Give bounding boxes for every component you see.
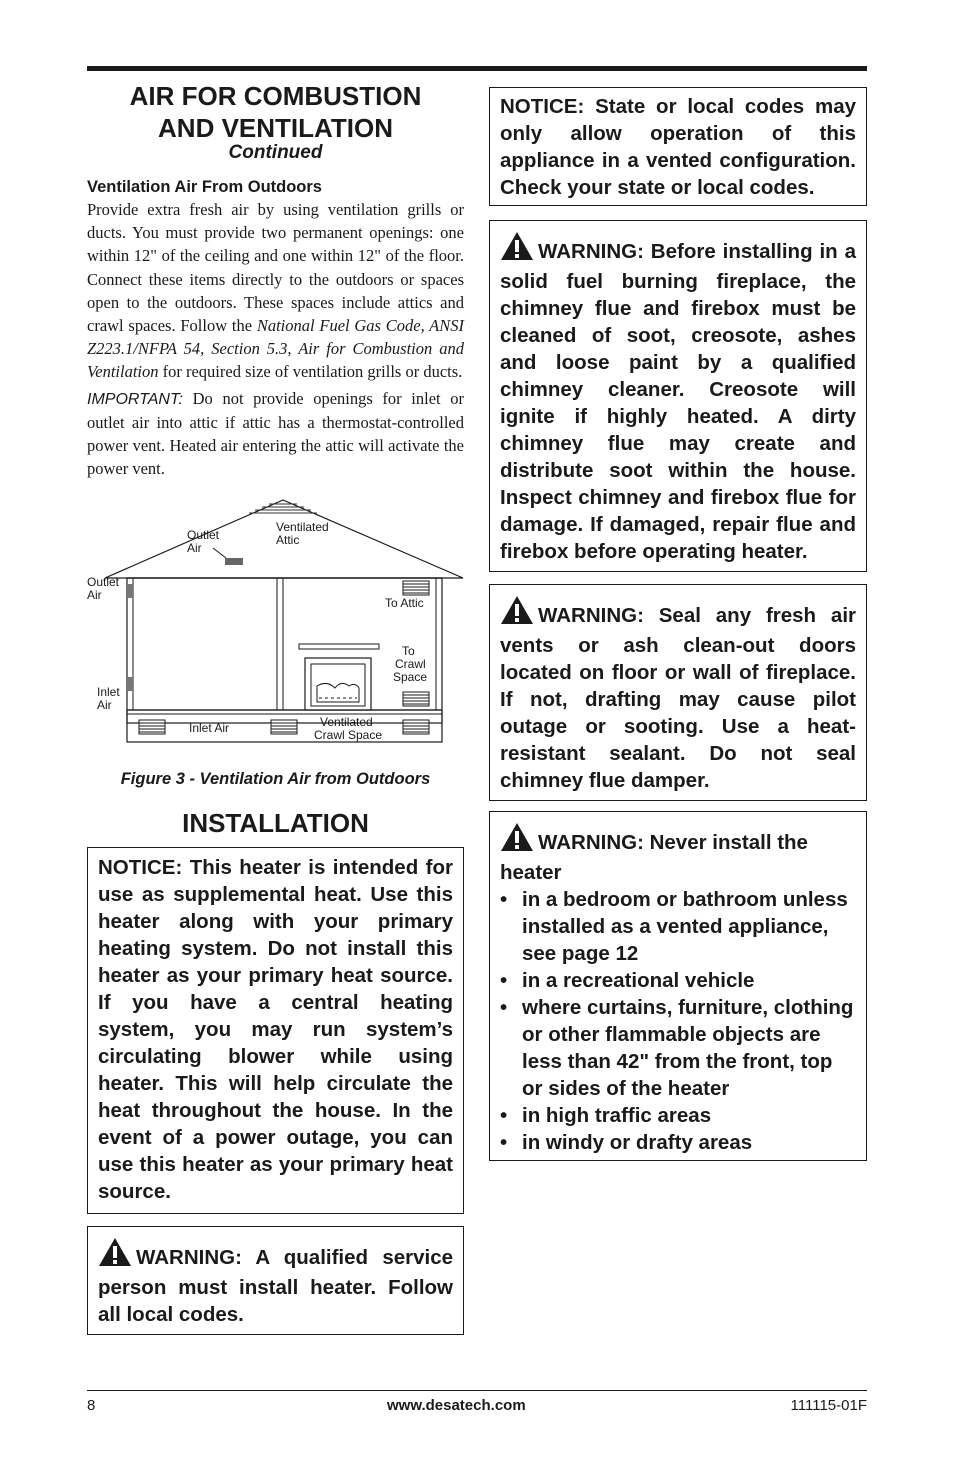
important-paragraph (87, 387, 464, 481)
para-text: Provide extra fresh air by using ventilation grills or ducts. You must provide two permanent openings: one within 12" of the ceiling and one within 12" of the floor. Connect these items directly to the outdoors or spaces open to the outdoors. These spaces include attics and crawl spaces. Follow the (87, 200, 464, 336)
label-outlet-air-attic-1: Outlet (187, 528, 220, 543)
list-item: • in windy or drafty areas (500, 1129, 856, 1156)
label-ventilated-attic-2: Attic (276, 533, 300, 548)
title-line-2: AND VENTILATION (158, 113, 393, 143)
warning-never-title: WARNING: Never install the heater (500, 831, 808, 884)
code-reference: National Fuel Gas Code, ANSI Z223.1/NFPA 54, Section 5.3, Air for Combustion and Ventilation (87, 316, 464, 382)
ventilation-paragraph (87, 198, 464, 384)
wall-inlet-vent (127, 677, 133, 691)
title-line-1: AIR FOR COMBUSTION (129, 81, 422, 111)
warning-qualified-content (98, 1237, 453, 1328)
label-vent-crawl-1: Ventilated (320, 715, 373, 730)
list-item: • in a bedroom or bathroom unless installed as a vented appliance, see page 12 (500, 886, 856, 967)
label-to-attic: To Attic (385, 596, 424, 611)
label-inlet-air-crawl: Inlet Air (189, 721, 230, 736)
label-ventilated-attic-1: Ventilated (276, 520, 329, 535)
warning-never-heading (500, 822, 856, 886)
list-item: • in high traffic areas (500, 1102, 856, 1129)
warning-qualified-installer (87, 1226, 464, 1335)
wall-outlet-vent (127, 584, 133, 598)
to-crawl-grill (403, 692, 429, 706)
warning-triangle-icon (500, 822, 534, 859)
figure-caption: Figure 3 - Ventilation Air from Outdoors (120, 770, 431, 789)
warning-seal-content (500, 595, 856, 794)
label-vent-crawl-2: Crawl Space (314, 728, 383, 743)
warning-triangle-icon (500, 231, 534, 268)
mantel (299, 644, 379, 649)
section-title-installation: INSTALLATION (182, 808, 369, 839)
notice-supplemental-text: NOTICE: This heater is intended for use as supplemental heat. Use this heater along with your primary heating system. Do not install this heater as your primary heat source. If you have a central heating system, you may run system’s circulating blower while using heater. This will help circulate the heat throughout the house. In the event of a power outage, you can use this heater as your primary heat source. (98, 856, 453, 1204)
list-item: • in a recreational vehicle (500, 967, 856, 994)
top-rule (87, 66, 867, 71)
warning-qualified-text: WARNING: A qualified service person must install heater. Follow all local codes. (98, 1246, 453, 1327)
list-item: • where curtains, furniture, clothing or other flammable objects are less than 42" from the front, top or sides of the heater (500, 994, 856, 1102)
outlet-pointer (213, 548, 226, 558)
label-inlet-air-wall-1: Inlet (97, 685, 120, 700)
warning-seal-text: WARNING: Seal any fresh air vents or ash clean-out doors located on floor or wall of fireplace. If not, drafting may cause pilot outage or sooting. Use a heat-resistant sealant. Do not seal chimney flue damper. (500, 604, 856, 792)
fireplace-with-heater (305, 658, 371, 710)
left-column (87, 80, 464, 1335)
ventilation-subheading: Ventilation Air From Outdoors (87, 178, 322, 196)
label-outlet-air-attic-2: Air (187, 541, 202, 556)
website-link[interactable]: www.desatech.com (387, 1397, 526, 1414)
warning-solid-fuel-text: WARNING: Before installing in a solid fuel burning fireplace, the chimney flue and firebox must be cleaned of soot, creosote, ashes and loose paint by a qualified chimney cleaner. Creosote will ignite if highly heated. A dirty chimney flue may create and distribute soot within the house. Inspect chimney and firebox flue for damage. If damaged, repair flue and firebox before operating heater. (500, 240, 856, 563)
page-footer (87, 1390, 867, 1414)
warning-solid-fuel-content (500, 231, 856, 565)
warning-triangle-icon (500, 595, 534, 632)
warning-triangle-icon (98, 1237, 132, 1274)
to-attic-grill (403, 581, 429, 595)
notice-state-codes (489, 87, 867, 206)
section-title-air (87, 80, 464, 144)
important-text: Do not provide openings for inlet or outlet air into attic if attic has a thermostat-controlled power vent. Heated air entering the attic will activate the power vent. (87, 388, 464, 479)
notice-supplemental-heat (87, 847, 464, 1214)
page-number: 8 (87, 1397, 96, 1414)
attic-outlet-vent (225, 558, 243, 565)
crawl-inlet-grill-right (403, 720, 429, 734)
warning-solid-fuel (489, 220, 867, 572)
notice-state-codes-text: NOTICE: State or local codes may only allow operation of this appliance in a vented configuration. Check your state or local codes. (500, 95, 856, 199)
important-label: IMPORTANT: (87, 390, 183, 408)
label-to-crawl-2: Crawl (395, 657, 426, 672)
crawl-inlet-grill-middle (271, 720, 297, 734)
roof-ridge-vent (249, 504, 317, 513)
label-to-crawl-3: Space (393, 670, 428, 685)
label-outlet-air-wall-2: Air (87, 588, 102, 603)
crawl-inlet-grill-left (139, 720, 165, 734)
ventilation-diagram (87, 494, 464, 754)
label-inlet-air-wall-2: Air (97, 698, 112, 713)
continued-label: Continued (228, 142, 323, 163)
warning-never-list (500, 886, 856, 1156)
warning-never-install (489, 811, 867, 1161)
right-column (489, 87, 867, 1161)
document-number: 111115-01F (790, 1397, 867, 1414)
label-to-crawl-1: To (402, 644, 415, 659)
warning-seal-vents (489, 584, 867, 801)
label-outlet-air-wall-1: Outlet (87, 575, 120, 590)
para-text-end: for required size of ventilation grills or ducts. (158, 362, 463, 382)
